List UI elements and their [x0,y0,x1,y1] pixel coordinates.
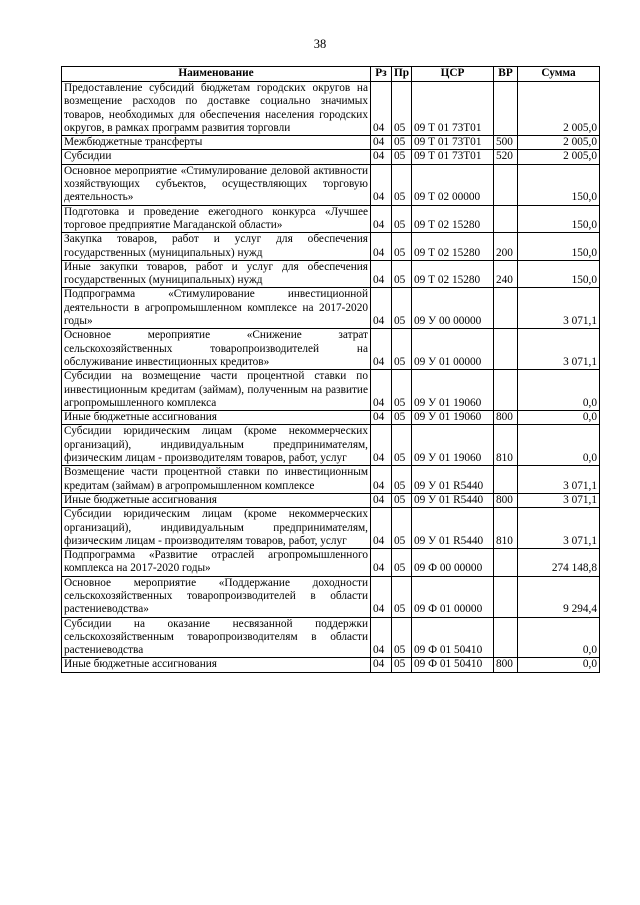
row-vr: 240 [494,260,518,288]
row-pr: 05 [392,466,412,494]
row-pr: 05 [392,617,412,658]
row-csr: 09 Т 01 73Т01 [412,136,494,150]
header-pr: Пр [392,67,412,82]
row-name: Субсидии на возмещение части процентной ставки по инвестиционным кредитам (займам), полученным на развитие агропромышленного комплекса [62,370,371,411]
row-rz: 04 [371,508,392,549]
row-pr: 05 [392,260,412,288]
row-vr: 810 [494,508,518,549]
row-sum: 150,0 [518,164,600,205]
budget-table [61,66,600,673]
header-vr: ВР [494,67,518,82]
row-name: Иные бюджетные ассигнования [62,658,371,672]
row-rz: 04 [371,82,392,136]
row-rz: 04 [371,658,392,672]
row-pr: 05 [392,136,412,150]
row-csr: 09 Ф 01 50410 [412,617,494,658]
row-sum: 274 148,8 [518,549,600,577]
row-csr: 09 У 01 00000 [412,329,494,370]
row-sum: 150,0 [518,205,600,233]
row-csr: 09 Т 02 15280 [412,205,494,233]
row-name: Межбюджетные трансферты [62,136,371,150]
row-vr [494,617,518,658]
row-csr: 09 У 01 R5440 [412,466,494,494]
row-csr: 09 Т 02 15280 [412,260,494,288]
row-rz: 04 [371,411,392,425]
table-row [62,329,600,370]
row-rz: 04 [371,260,392,288]
row-rz: 04 [371,329,392,370]
table-row [62,233,600,261]
row-csr: 09 У 01 R5440 [412,493,494,507]
row-rz: 04 [371,425,392,466]
row-sum: 3 071,1 [518,493,600,507]
table-row [62,549,600,577]
row-name: Закупка товаров, работ и услуг для обеспечения государственных (муниципальных) нужд [62,233,371,261]
row-sum: 9 294,4 [518,576,600,617]
row-sum: 3 071,1 [518,508,600,549]
row-csr: 09 Т 01 73Т01 [412,150,494,164]
row-name: Возмещение части процентной ставки по инвестиционным кредитам (займам) в агропромышленном комплексе [62,466,371,494]
row-vr: 800 [494,411,518,425]
table-header-row [62,67,600,82]
row-csr: 09 У 01 R5440 [412,508,494,549]
row-name: Основное мероприятие «Стимулирование деловой активности хозяйствующих субъектов, осуществляющих торговую деятельность» [62,164,371,205]
table-row [62,288,600,329]
row-vr [494,82,518,136]
row-csr: 09 У 00 00000 [412,288,494,329]
row-csr: 09 Ф 00 00000 [412,549,494,577]
row-pr: 05 [392,233,412,261]
row-vr: 800 [494,493,518,507]
row-csr: 09 Т 01 73Т01 [412,82,494,136]
row-csr: 09 Ф 01 50410 [412,658,494,672]
row-csr: 09 У 01 19060 [412,370,494,411]
row-pr: 05 [392,493,412,507]
row-pr: 05 [392,425,412,466]
row-sum: 2 005,0 [518,136,600,150]
row-sum: 0,0 [518,425,600,466]
row-sum: 0,0 [518,658,600,672]
row-pr: 05 [392,508,412,549]
row-vr [494,205,518,233]
header-csr: ЦСР [412,67,494,82]
page-number: 38 [313,37,327,51]
row-vr [494,164,518,205]
row-csr: 09 Т 02 15280 [412,233,494,261]
row-vr [494,288,518,329]
row-vr: 520 [494,150,518,164]
header-sum: Сумма [518,67,600,82]
row-sum: 150,0 [518,233,600,261]
row-rz: 04 [371,466,392,494]
row-vr: 500 [494,136,518,150]
row-vr [494,466,518,494]
row-pr: 05 [392,205,412,233]
row-sum: 0,0 [518,617,600,658]
table-row [62,411,600,425]
row-name: Подпрограмма «Развитие отраслей агропромышленного комплекса на 2017-2020 годы» [62,549,371,577]
table-row [62,493,600,507]
row-name: Субсидии юридическим лицам (кроме некоммерческих организаций), индивидуальным предпринимателям, физическим лицам - производителям товаров, работ, услуг [62,508,371,549]
table-row [62,658,600,672]
row-pr: 05 [392,549,412,577]
row-name: Иные бюджетные ассигнования [62,493,371,507]
row-pr: 05 [392,82,412,136]
row-sum: 3 071,1 [518,288,600,329]
row-vr: 200 [494,233,518,261]
table-row [62,576,600,617]
row-sum: 3 071,1 [518,329,600,370]
table-row [62,164,600,205]
row-csr: 09 Ф 01 00000 [412,576,494,617]
row-rz: 04 [371,288,392,329]
table-row [62,82,600,136]
row-csr: 09 Т 02 00000 [412,164,494,205]
row-pr: 05 [392,576,412,617]
row-sum: 0,0 [518,370,600,411]
row-name: Подпрограмма «Стимулирование инвестиционной деятельности в агропромышленном комплексе на 2017-2020 годы» [62,288,371,329]
row-vr [494,329,518,370]
row-pr: 05 [392,150,412,164]
row-csr: 09 У 01 19060 [412,425,494,466]
row-rz: 04 [371,576,392,617]
row-name: Субсидии на оказание несвязанной поддержки сельскохозяйственным товаропроизводителям в области растениеводства [62,617,371,658]
row-rz: 04 [371,617,392,658]
row-pr: 05 [392,658,412,672]
row-pr: 05 [392,288,412,329]
table-row [62,617,600,658]
row-name: Субсидии юридическим лицам (кроме некоммерческих организаций), индивидуальным предпринимателям, физическим лицам - производителям товаров, работ, услуг [62,425,371,466]
row-rz: 04 [371,370,392,411]
header-rz: Рз [371,67,392,82]
row-name: Субсидии [62,150,371,164]
row-sum: 0,0 [518,411,600,425]
row-rz: 04 [371,136,392,150]
table-row [62,425,600,466]
row-csr: 09 У 01 19060 [412,411,494,425]
row-rz: 04 [371,233,392,261]
row-name: Иные бюджетные ассигнования [62,411,371,425]
row-name: Предоставление субсидий бюджетам городских округов на возмещение расходов по доставке социально значимых товаров, необходимых для обеспечения населения городских округов, в рамках программ развития торговли [62,82,371,136]
row-name: Основное мероприятие «Снижение затрат сельскохозяйственных товаропроизводителей на обслуживание инвестиционных кредитов» [62,329,371,370]
row-sum: 2 005,0 [518,82,600,136]
row-sum: 150,0 [518,260,600,288]
row-pr: 05 [392,370,412,411]
table-row [62,260,600,288]
row-vr [494,549,518,577]
header-name: Наименование [62,67,371,82]
row-vr: 810 [494,425,518,466]
row-sum: 2 005,0 [518,150,600,164]
row-name: Основное мероприятие «Поддержание доходности сельскохозяйственных товаропроизводителей в области растениеводства» [62,576,371,617]
row-sum: 3 071,1 [518,466,600,494]
row-rz: 04 [371,164,392,205]
table-row [62,136,600,150]
row-rz: 04 [371,549,392,577]
row-vr [494,370,518,411]
row-rz: 04 [371,150,392,164]
row-rz: 04 [371,493,392,507]
table-row [62,466,600,494]
table-row [62,508,600,549]
row-name: Подготовка и проведение ежегодного конкурса «Лучшее торговое предприятие Магаданской области» [62,205,371,233]
row-pr: 05 [392,329,412,370]
row-name: Иные закупки товаров, работ и услуг для обеспечения государственных (муниципальных) нужд [62,260,371,288]
table-row [62,370,600,411]
row-pr: 05 [392,164,412,205]
row-pr: 05 [392,411,412,425]
table-row [62,205,600,233]
row-vr [494,576,518,617]
row-rz: 04 [371,205,392,233]
row-vr: 800 [494,658,518,672]
table-row [62,150,600,164]
